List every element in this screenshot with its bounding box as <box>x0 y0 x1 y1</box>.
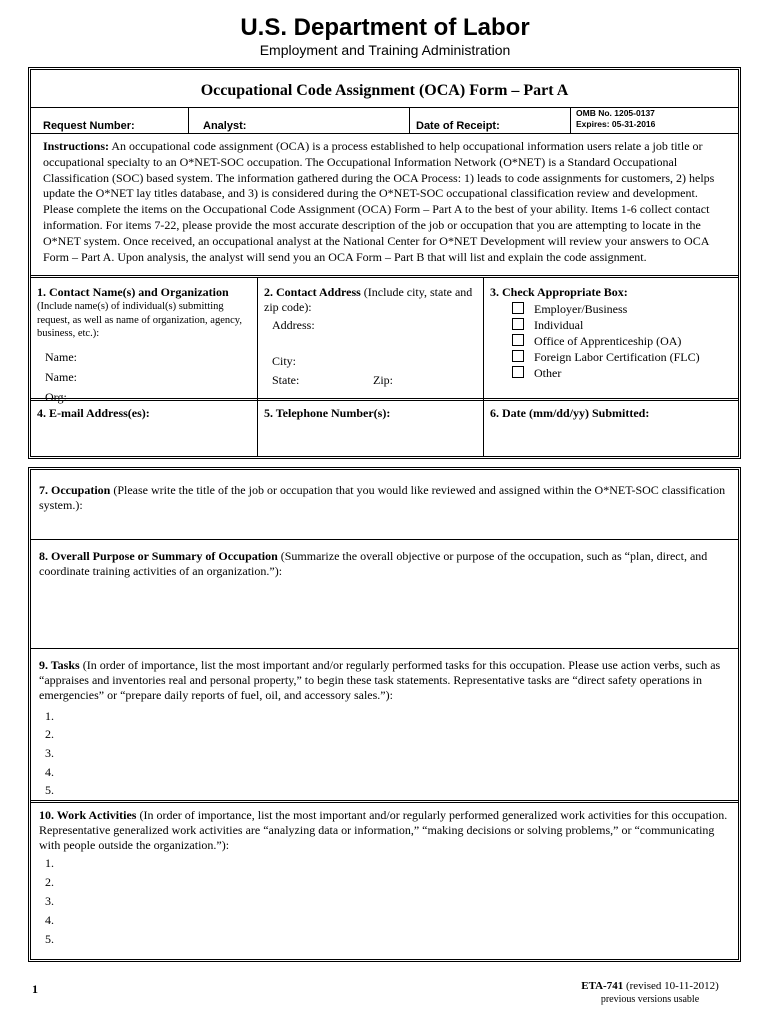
activity-number-3[interactable]: 3. <box>45 894 54 908</box>
contact-name-box <box>37 285 252 405</box>
oa-checkbox[interactable] <box>512 334 524 346</box>
form-title: Occupational Code Assignment (OCA) Form – Part A <box>200 82 569 99</box>
occupation-section <box>28 467 741 962</box>
item9-text: (In order of importance, list the most important and/or regularly performed tasks for this occupation. Please use action verbs, such as “appraises and inventories real and personal property,” to begin these task statements. Representative tasks are “direct safety operations in emergencies” or “prepare daily reports of fuel, oil, and accessory sales.”): <box>39 658 721 702</box>
item7-occupation[interactable] <box>39 483 729 513</box>
item8-text: (Summarize the overall objective or purpose of the occupation, such as “plan, direct, and coordinate training activities of an organization.”): <box>39 549 708 578</box>
item3-label: 3. Check Appropriate Box: <box>490 285 628 299</box>
form-revised: (revised 10-11-2012) <box>623 980 719 992</box>
task-number-4[interactable]: 4. <box>45 765 54 779</box>
contact-address-box <box>264 285 479 388</box>
item7-label: 7. Occupation <box>39 483 111 497</box>
employer-checkbox[interactable] <box>512 302 524 314</box>
item1-label: 1. Contact Name(s) and Organization <box>37 285 229 299</box>
telephone-field[interactable]: 5. Telephone Number(s): <box>264 406 391 420</box>
flc-option: Foreign Labor Certification (FLC) <box>534 350 700 364</box>
item8-label: 8. Overall Purpose or Summary of Occupation <box>39 549 278 563</box>
omb-number: OMB No. 1205-0137 <box>576 108 655 118</box>
agency-title: U.S. Department of Labor <box>240 14 530 41</box>
instructions-label: Instructions: <box>43 139 110 153</box>
address-field[interactable]: Address: <box>272 318 315 332</box>
item8-purpose[interactable] <box>39 549 729 579</box>
activity-number-2[interactable]: 2. <box>45 875 54 889</box>
date-submitted-field[interactable]: 6. Date (mm/dd/yy) Submitted: <box>490 406 650 420</box>
item2-note: (Include city, state and zip code): <box>264 285 473 314</box>
email-field[interactable]: 4. E-mail Address(es): <box>37 406 150 420</box>
activity-number-1[interactable]: 1. <box>45 856 54 870</box>
date-of-receipt-field[interactable]: Date of Receipt: <box>416 120 500 132</box>
other-checkbox[interactable] <box>512 366 524 378</box>
individual-option: Individual <box>534 318 584 332</box>
instructions-text: An occupational code assignment (OCA) is a process established to help occupational information users relate a job title or occupational specialty to an O*NET-SOC occupation. The Occupational Information Network (O*NET) is a Standard Occupational Classification (SOC) based system. The information gathered during the OCA Process: 1) leads to code assignments for customers, 2) helps update the O*NET lay titles database, and 3) is considered during the O*NET-SOC occupational classification review and development. Please complete the items on the Occupational Code Assignment (OCA) Form – Part A to the best of your ability. Items 1-6 collect contact information. For items 7-22, please provide the most accurate description of the job or occupation that you are attempting to locate in the O*NET system. Once received, an occupational analyst at the National Center for O*NET Development will review your answers to OCA Form – Part A. Upon analysis, the analyst will send you an OCA Form – Part B that will list and explain the code assignment. <box>43 139 715 264</box>
task-number-2[interactable]: 2. <box>45 727 54 741</box>
zip-field[interactable]: Zip: <box>373 373 393 387</box>
administration-subtitle: Employment and Training Administration <box>259 42 511 58</box>
task-number-5[interactable]: 5. <box>45 783 54 797</box>
check-box-section <box>490 285 730 382</box>
oa-option: Office of Apprenticeship (OA) <box>534 334 682 348</box>
instructions <box>43 139 727 265</box>
item1-note: (Include name(s) of individual(s) submitting request, as well as name of organization, agency, business, etc.): <box>37 301 242 339</box>
page-number: 1 <box>32 982 38 996</box>
flc-checkbox[interactable] <box>512 350 524 362</box>
analyst-field[interactable]: Analyst: <box>203 120 247 132</box>
request-number-field[interactable]: Request Number: <box>43 120 135 132</box>
form-id: ETA-741 <box>581 980 624 992</box>
other-option: Other <box>534 366 562 380</box>
omb-expires: Expires: 05-31-2016 <box>576 119 656 129</box>
org-field[interactable]: Org: <box>45 389 67 404</box>
contact-section <box>28 67 741 459</box>
employer-option: Employer/Business <box>534 302 628 316</box>
item10-text: (In order of importance, list the most important and/or regularly performed generalized work activities for this occupation. Representative generalized work activities are “analyzing data or information,” “making decisions or solving problems,” or “communicating with people outside the organization.”): <box>39 808 728 852</box>
state-field[interactable]: State: <box>272 373 300 387</box>
footer-note: previous versions usable <box>600 994 700 1005</box>
name2-field[interactable]: Name: <box>45 369 77 384</box>
form-footer <box>560 979 740 1007</box>
item7-text: (Please write the title of the job or occupation that you would like reviewed and assigned within the O*NET-SOC classification system.): <box>39 483 726 512</box>
individual-checkbox[interactable] <box>512 318 524 330</box>
name1-field[interactable]: Name: <box>45 349 77 364</box>
city-field[interactable]: City: <box>272 354 297 368</box>
item2-label: 2. Contact Address <box>264 285 361 299</box>
activity-number-5[interactable]: 5. <box>45 932 54 946</box>
task-number-3[interactable]: 3. <box>45 746 54 760</box>
activity-number-4[interactable]: 4. <box>45 913 54 927</box>
item10-work-activities[interactable] <box>39 808 729 853</box>
task-number-1[interactable]: 1. <box>45 709 54 723</box>
item9-tasks[interactable] <box>39 658 729 703</box>
item9-label: 9. Tasks <box>39 658 80 672</box>
item10-label: 10. Work Activities <box>39 808 137 822</box>
omb-info <box>576 108 655 130</box>
